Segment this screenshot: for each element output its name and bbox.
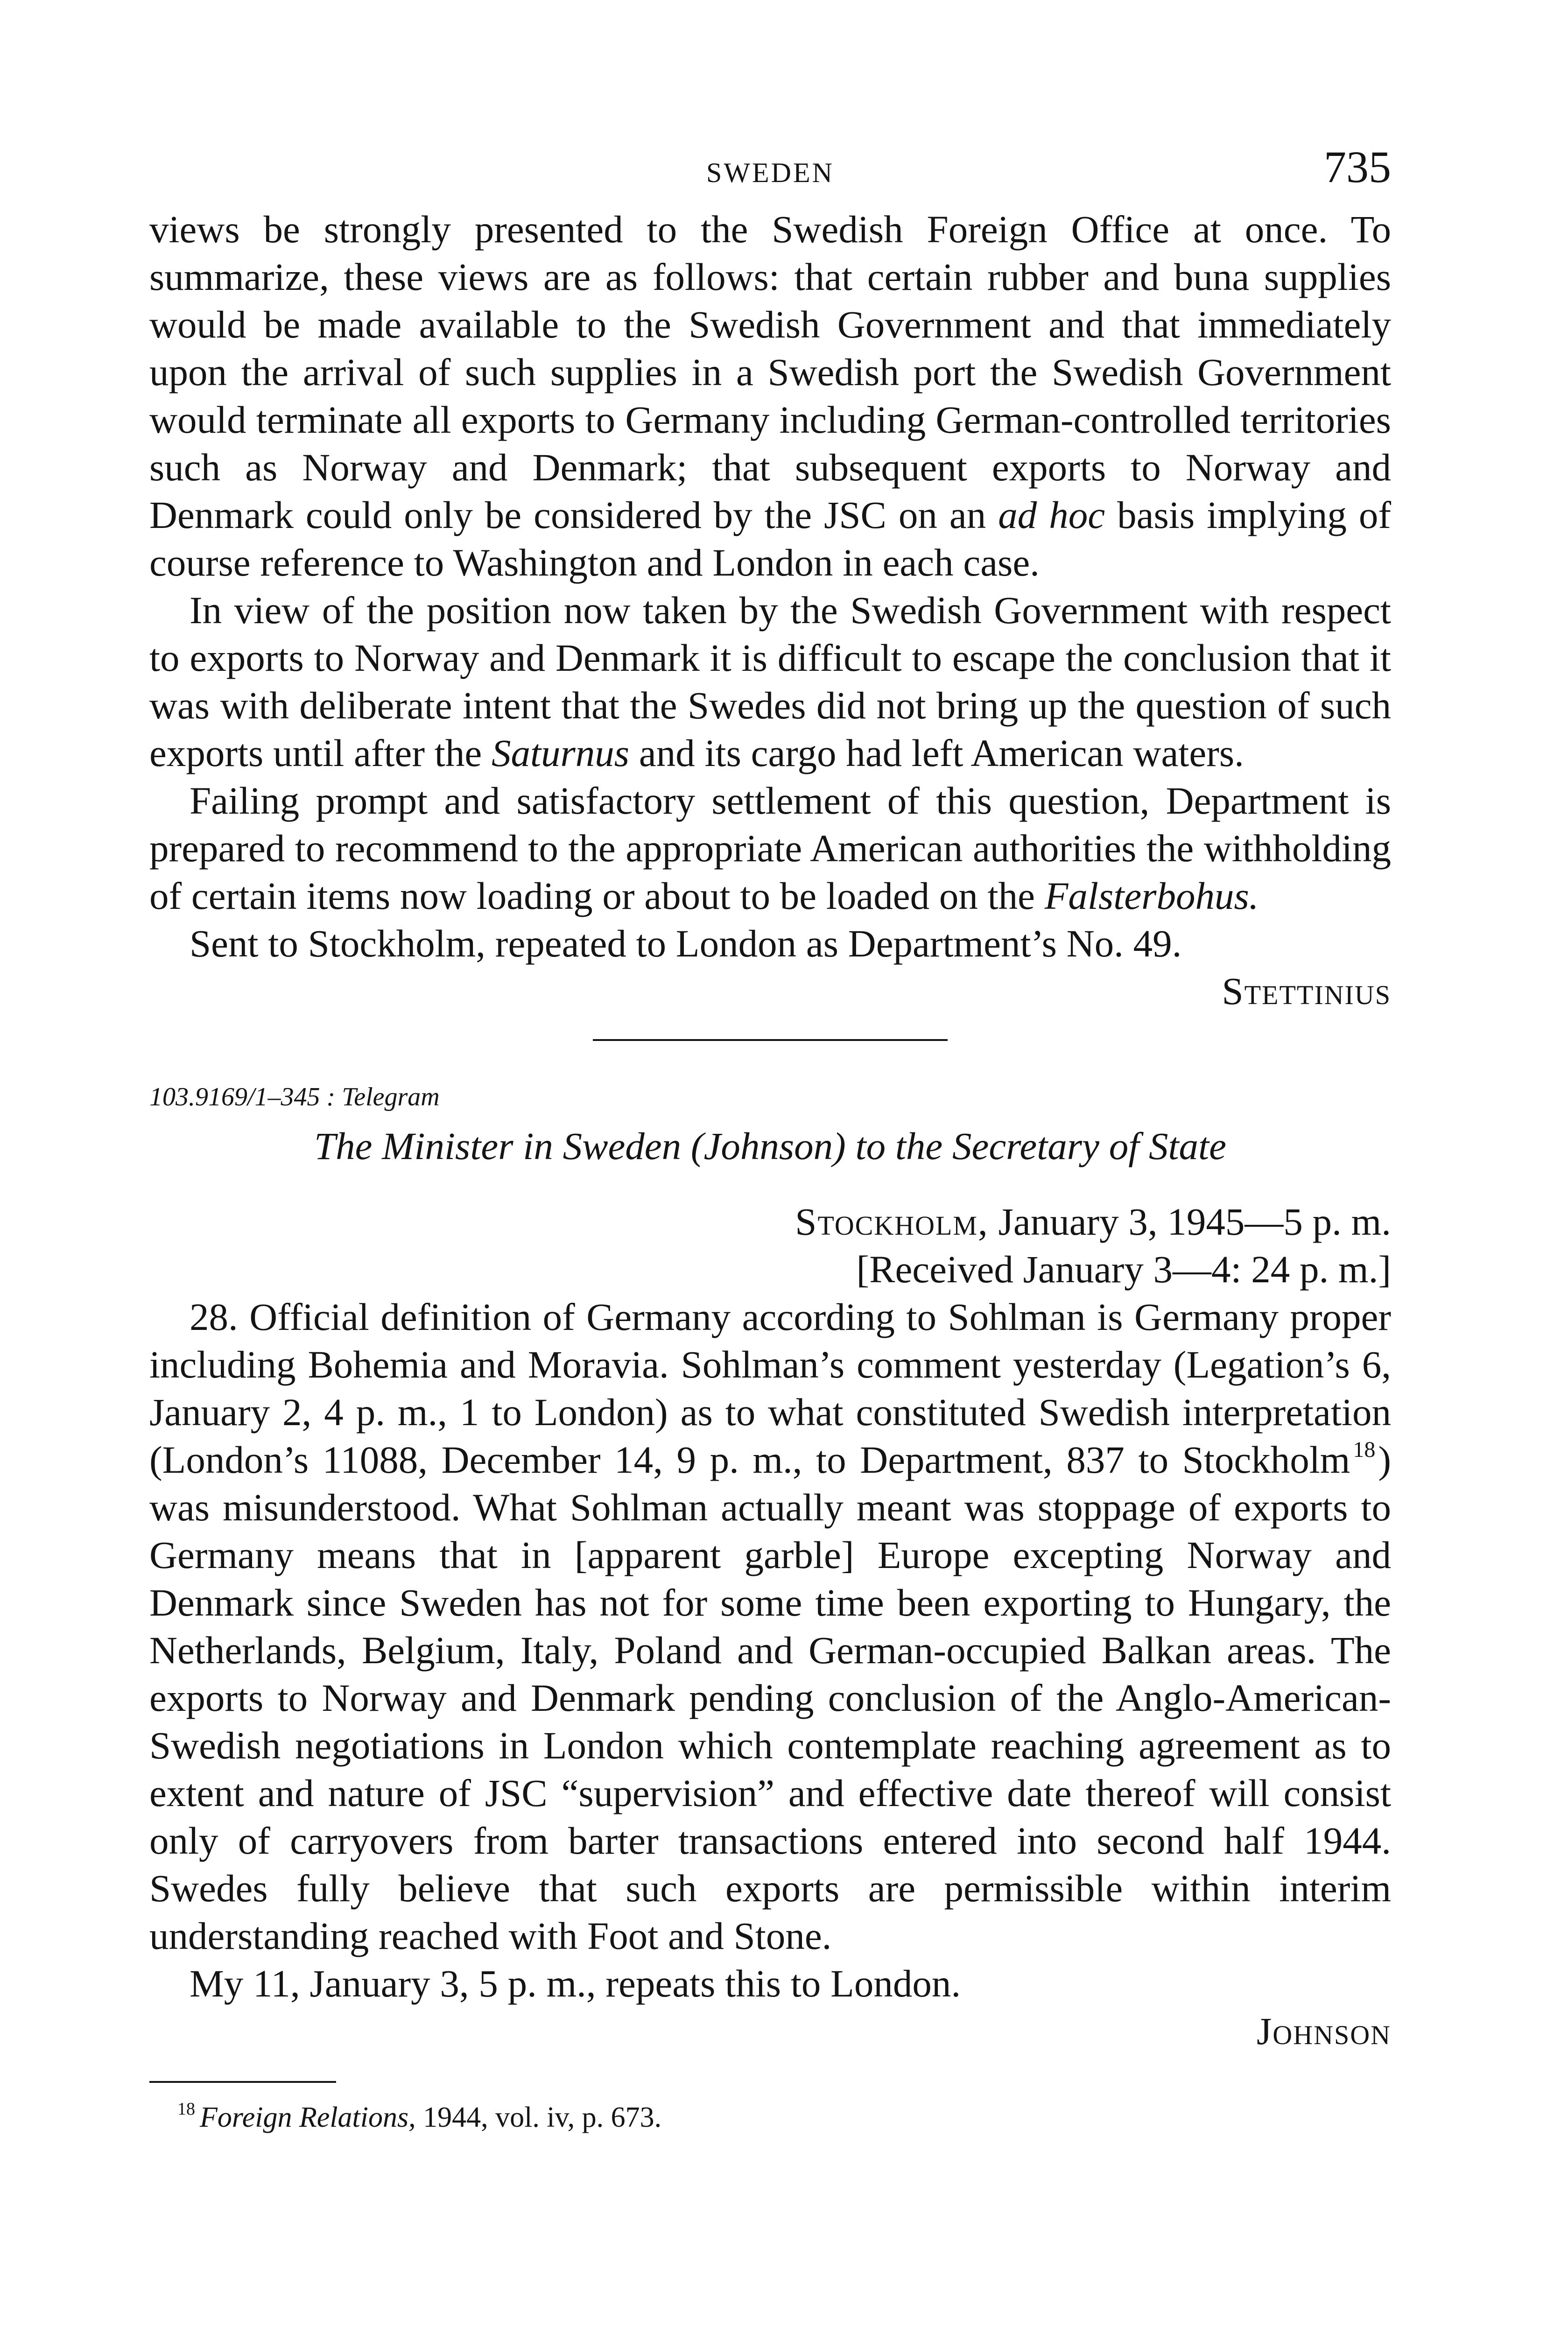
date-time: January 3, 1945—5 p. m. [998, 1200, 1391, 1243]
received-line: [Received January 3—4: 24 p. m.] [856, 1248, 1391, 1291]
footnote [149, 2099, 1391, 2136]
footnote-title: Foreign Relations, [200, 2102, 416, 2133]
dateline [149, 1198, 1391, 1245]
paragraph-text: basis implying of course reference to Washington and London in each case. [149, 493, 1392, 584]
paragraph-text: and its cargo had left American waters. [639, 731, 1244, 774]
paragraph-text: In view of the position now taken by the Swedish Government with respect to exports to Norway and Denmark it is difficult to escape the conclusion that it was with deliberate intent that the Swedes did not bring up the question of such exports until after the [149, 589, 1391, 774]
paragraph-text: ) was misunderstood. What Sohlman actually meant was stoppage of exports to Germany means that in [apparent garble] Europe excepting Norway and Denmark since Sweden has not for some time been exporting to Hungary, the Netherlands, Belgium, Italy, Poland and German-occupied Balkan areas. The exports to Norway and Denmark pending conclusion of the Anglo-American-Swedish negotiations in London which contemplate reaching agreement as to extent and nature of JSC “supervision” and effective date thereof will consist only of carryovers from barter transactions entered into second half 1944. Swedes fully believe that such exports are permissible within interim understanding reached with Foot and Stone. [149, 1438, 1391, 1957]
signature-johnson: Johnson [1257, 2010, 1391, 2053]
page-number: 735 [1324, 142, 1391, 192]
paragraph-failing [149, 777, 1391, 920]
paragraph-text: views be strongly presented to the Swedish Foreign Office at once. To summarize, these views are as follows: that certain rubber and buna supplies would be made available to the Swedish Government and that immediately upon the arrival of such supplies in a Swedish port the Swedish Government would terminate all exports to Germany including German-controlled territories such as Norway and Denmark; that subsequent exports to Norway and Denmark could only be considered by the JSC on an [149, 208, 1391, 536]
signature-stettinius: Stettinius [1222, 970, 1391, 1012]
footnote-divider [149, 2081, 336, 2083]
section-divider [593, 1039, 948, 1041]
page-header [149, 140, 1391, 205]
paragraph-text: Failing prompt and satisfactory settlement of this question, Department is prepared to recommend to the appropriate American authorities the withholding of certain items now loading or about to be loaded on the [149, 779, 1391, 917]
paragraph-text: 28. Official definition of Germany according to Sohlman is Germany proper including Bohemia and Moravia. Sohlman’s comment yesterday (Legation’s 6, January 2, 4 p. m., 1 to London) as to what constituted Swedish interpretation (London’s 11088, December 14, 9 p. m., to Department, 837 to Stockholm [149, 1295, 1391, 1481]
paragraph-views [149, 205, 1391, 586]
ship-name: Falsterbohus. [1044, 874, 1259, 917]
footnote-marker: 18 [177, 2099, 195, 2119]
file-reference: 103.9169/1–345 : Telegram [149, 1083, 440, 1111]
footnote-ref: 18 [1353, 1437, 1376, 1462]
paragraph-definition [149, 1293, 1391, 1960]
ship-name: Saturnus [491, 731, 630, 774]
running-head: SWEDEN [706, 157, 834, 188]
document-title: The Minister in Sweden (Johnson) to the Secretary of State [314, 1125, 1226, 1167]
paragraph-sent: Sent to Stockholm, repeated to London as Department’s No. 49. [190, 922, 1182, 965]
footnote-rest: 1944, vol. iv, p. 673. [423, 2102, 662, 2133]
document-page [149, 140, 1391, 2136]
italic-term: ad hoc [998, 493, 1105, 536]
paragraph-repeats: My 11, January 3, 5 p. m., repeats this to London. [190, 1962, 961, 2005]
place: Stockholm, [795, 1200, 989, 1243]
paragraph-position [149, 586, 1391, 777]
